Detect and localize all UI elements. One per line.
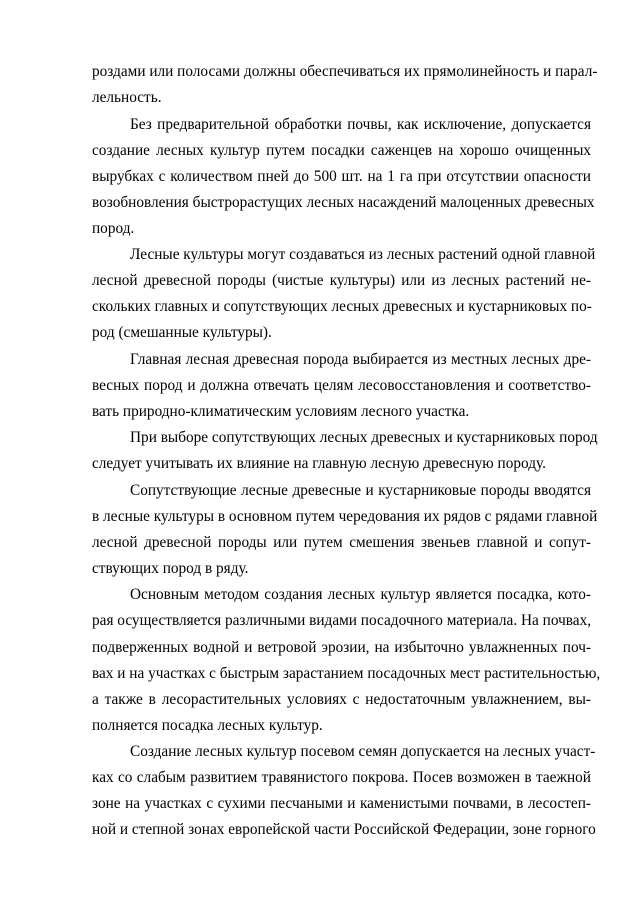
paragraph-first-line: При выборе сопутствующих лесных древесных и кустарниковых пород: [130, 429, 598, 446]
paragraph-line: ной и степной зонах европейской части Российской Федерации, зоне горного: [92, 821, 596, 838]
paragraph-line: зоне на участках с сухими песчаными и каменистыми почвами, в лесостеп-: [92, 795, 591, 812]
paragraph-line: создание лесных культур путем посадки саженцев на хорошо очищенных: [92, 142, 591, 159]
paragraph-line: в лесные культуры в основном путем чередования их рядов с рядами главной: [92, 508, 598, 525]
paragraph-first-line: Сопутствующие лесные древесные и кустарниковые породы вводятся: [130, 482, 591, 499]
paragraph-line: скольких главных и сопутствующих лесных древесных и кустарниковых по-: [92, 298, 592, 315]
paragraph-line: подверженных водной и ветровой эрозии, на избыточно увлажненных поч-: [92, 639, 591, 656]
paragraph-first-line: Лесные культуры могут создаваться из лесных растений одной главной: [130, 246, 596, 263]
paragraph-line: весных пород и должна отвечать целям лесовосстановления и соответство-: [92, 377, 591, 394]
paragraph-first-line: Создание лесных культур посевом семян допускается на лесных участ-: [130, 743, 596, 760]
paragraph-first-line: Основным методом создания лесных культур является посадка, кото-: [130, 586, 591, 603]
paragraph-first-line: Главная лесная древесная порода выбирается из местных лесных дре-: [130, 351, 591, 368]
paragraph-line: роздами или полосами должны обеспечиваться их прямолинейность и парал-: [92, 63, 598, 80]
paragraph-line: вырубках с количеством пней до 500 шт. на 1 га при отсутствии опасности: [92, 168, 591, 185]
paragraph-line: полняется посадка лесных культур.: [92, 717, 323, 734]
paragraph-line: а также в лесорастительных условиях с недостаточным увлажнением, вы-: [92, 691, 591, 708]
paragraph-line: лельность.: [92, 89, 162, 106]
paragraph-line: следует учитывать их влияние на главную лесную древесную породу.: [92, 455, 546, 472]
paragraph-line: пород.: [92, 220, 135, 237]
paragraph-first-line: Без предварительной обработки почвы, как исключение, допускается: [130, 116, 591, 133]
paragraph-line: лесной древесной породы или путем смешения звеньев главной и сопут-: [92, 534, 591, 551]
paragraph-line: вать природно-климатическим условиям лесного участка.: [92, 403, 470, 420]
paragraph-line: вах и на участках с быстрым зарастанием посадочных мест растительностью,: [92, 665, 601, 682]
paragraph-line: ках со слабым развитием травянистого покрова. Посев возможен в таежной: [92, 769, 591, 786]
paragraph-line: род (смешанные культуры).: [92, 324, 272, 341]
paragraph-line: рая осуществляется различными видами посадочного материала. На почвах,: [92, 612, 592, 629]
paragraph-line: возобновления быстрорастущих лесных насаждений малоценных древесных: [92, 194, 595, 211]
paragraph-line: лесной древесной породы (чистые культуры) или из лесных растений не-: [92, 272, 591, 289]
paragraph-line: ствующих пород в ряду.: [92, 560, 249, 577]
